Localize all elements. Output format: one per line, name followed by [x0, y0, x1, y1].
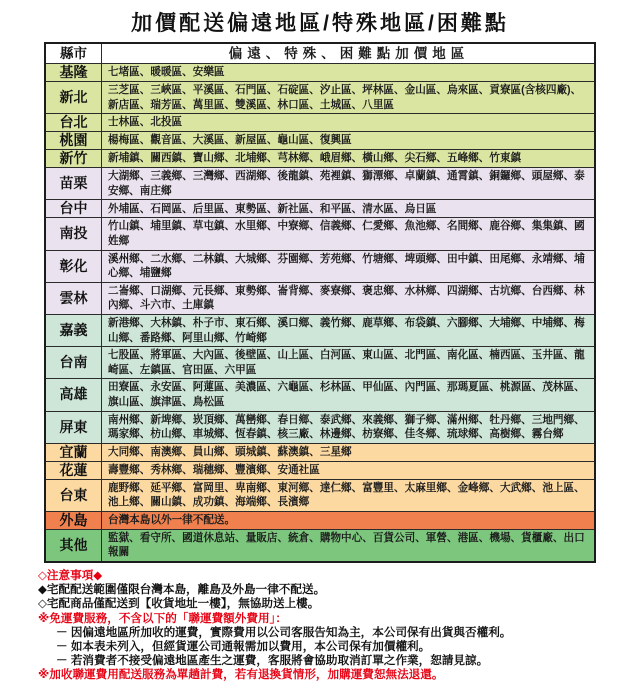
- areas-text: 七股區、將軍區、大內區、後壁區、山上區、白河區、東山區、北門區、南化區、楠西區、玉井區、龍崎區、左鎮區、官田區、六甲區: [108, 349, 585, 376]
- notice-heading: ◇注意事項◆: [38, 569, 103, 583]
- areas-header-cell: 偏遠、特殊、困難點加價地區: [228, 46, 470, 61]
- county-cell: 南投: [46, 218, 102, 249]
- county-cell: 其他: [46, 530, 102, 561]
- areas-text: 田寮區、永安區、阿蓮區、美濃區、六龜區、杉林區、甲仙區、內門區、那瑪夏區、桃源區、茂林區、旗山區、旗津區、鳥松區: [108, 381, 585, 408]
- areas-text: 三芝區、三峽區、平溪區、石門區、石碇區、汐止區、坪林區、金山區、烏來區、貢寮區(含核四廠)、新店區、瑞芳區、萬里區、雙溪區、林口區、土城區、八里區: [108, 84, 582, 111]
- county-cell: 台東: [46, 480, 102, 511]
- county-cell: 新竹: [46, 150, 102, 167]
- areas-text: 溪州鄉、二水鄉、二林鎮、大城鄉、芬園鄉、芳苑鄉、竹塘鄉、埤頭鄉、田中鎮、田尾鄉、永靖鄉、埔心鄉、埔鹽鄉: [108, 252, 585, 280]
- areas-cell: [102, 114, 594, 131]
- county-cell: 嘉義: [46, 315, 102, 346]
- areas-cell: [102, 347, 594, 378]
- table-row-taitung: [46, 479, 594, 511]
- table-row-tainan: [46, 346, 594, 378]
- table-row-hualien: [46, 461, 594, 479]
- table-row-yunlin: [46, 282, 594, 314]
- table-row-hsinchu: [46, 149, 594, 167]
- areas-text: 士林區、北投區: [108, 116, 183, 129]
- areas-text: 二崙鄉、口湖鄉、元長鄉、東勢鄉、崙背鄉、麥寮鄉、褒忠鄉、水林鄉、四湖鄉、古坑鄉、台西鄉、林內鄉、斗六市、土庫鎮: [108, 284, 585, 312]
- table-row-outlying-islands: [46, 511, 594, 529]
- county-cell: 台南: [46, 347, 102, 378]
- areas-cell: [102, 530, 594, 561]
- areas-text: 竹山鎮、埔里鎮、草屯鎮、水里鄉、中寮鄉、信義鄉、仁愛鄉、魚池鄉、名間鄉、鹿谷鄉、集集鎮、國姓鄉: [108, 220, 585, 247]
- areas-cell: [102, 412, 594, 443]
- areas-text: 大同鄉、南澳鄉、員山鄉、頭城鎮、蘇澳鎮、三星鄉: [108, 445, 352, 458]
- table-row-taoyuan: [46, 131, 594, 149]
- areas-cell: [102, 444, 594, 461]
- areas-cell: [102, 379, 594, 410]
- notice-remote-fee: － 因偏遠地區所加收的運費，實際費用以公司客服告知為主，本公司保有出貨與否權利。: [56, 625, 512, 639]
- areas-cell: [102, 132, 594, 149]
- table-header-row: [46, 44, 594, 63]
- areas-cell: [102, 251, 594, 282]
- areas-cell: [102, 168, 594, 199]
- county-cell: 桃園: [46, 132, 102, 149]
- areas-cell: [102, 150, 594, 167]
- county-cell: 基隆: [46, 64, 102, 81]
- table-row-chiayi: [46, 314, 594, 346]
- areas-cell: [102, 82, 594, 113]
- county-cell: 台北: [46, 114, 102, 131]
- notice-delivery-scope: ◆宅配配送範圍僅限台灣本島，離島及外島一律不配送。: [38, 583, 326, 597]
- notice-extra-fee-heading: ※免運費服務，不含以下的「聯運費額外費用」：: [38, 611, 287, 625]
- areas-text: 七堵區、暖暖區、安樂區: [108, 66, 225, 79]
- areas-cell: [102, 200, 594, 217]
- table-row-nantou: [46, 217, 594, 249]
- county-cell: 花蓮: [46, 462, 102, 479]
- county-cell: 苗栗: [46, 168, 102, 199]
- notice-section: [38, 569, 604, 683]
- table-row-keelung: [46, 63, 594, 81]
- surcharge-area-table: [44, 42, 596, 563]
- notice-unlisted-fee: － 如本表未列入，但經貨運公司通報需加以費用，本公司保有加價權利。: [56, 640, 431, 654]
- areas-cell: [102, 315, 594, 346]
- table-row-changhua: [46, 250, 594, 282]
- notice-cancel-order: － 若消費者不接受偏遠地區產生之運費，客服將會協助取消訂單之作業，恕請見諒。: [56, 654, 489, 668]
- county-cell: 台中: [46, 200, 102, 217]
- areas-text: 監獄、看守所、國道休息站、量販店、統倉、購物中心、百貨公司、軍營、港區、機場、貨櫃廠、出口報關: [108, 531, 585, 559]
- county-cell: 新北: [46, 82, 102, 113]
- table-row-miaoli: [46, 167, 594, 199]
- table-row-yilan: [46, 443, 594, 461]
- areas-text: 楊梅區、觀音區、大溪區、新屋區、龜山區、復興區: [108, 134, 352, 147]
- county-cell: 雲林: [46, 283, 102, 314]
- areas-text: 新埔鎮、關西鎮、寶山鄉、北埔鄉、芎林鄉、峨眉鄉、橫山鄉、尖石鄉、五峰鄉、竹東鎮: [108, 152, 522, 165]
- areas-cell: [102, 283, 594, 314]
- table-row-kaohsiung: [46, 378, 594, 410]
- county-cell: 屏東: [46, 412, 102, 443]
- areas-text: 台灣本島以外一律不配送。: [108, 514, 236, 527]
- county-cell: 高雄: [46, 379, 102, 410]
- notice-no-refund: ※加收聯運費用配送服務為單趟計費，若有退換貨情形，加購運費恕無法退還。: [38, 668, 444, 682]
- table-row-taipei: [46, 113, 594, 131]
- page-title: 加價配送偏遠地區/特殊地區/困難點: [131, 12, 509, 35]
- county-cell: 宜蘭: [46, 444, 102, 461]
- areas-text: 壽豐鄉、秀林鄉、瑞穗鄉、豐濱鄉、安通社區: [108, 463, 320, 476]
- table-row-other: [46, 529, 594, 561]
- county-header-cell: 縣市: [46, 44, 102, 63]
- notice-ground-floor-only: ◇宅配商品僅配送到【收貨地址一樓】，無協助送上樓。: [38, 597, 320, 611]
- table-row-taichung: [46, 199, 594, 217]
- areas-cell: [102, 462, 594, 479]
- areas-cell: [102, 480, 594, 511]
- areas-text: 大湖鄉、三義鄉、三灣鄉、西湖鄉、後龍鎮、苑裡鎮、獅潭鄉、卓蘭鎮、通霄鎮、銅鑼鄉、頭屋鄉、泰安鄉、南庄鄉: [108, 170, 585, 197]
- table-row-pingtung: [46, 411, 594, 443]
- areas-cell: [102, 512, 594, 529]
- areas-cell: [102, 64, 594, 81]
- areas-text: 外埔區、石岡區、后里區、東勢區、新社區、和平區、清水區、烏日區: [108, 202, 437, 215]
- areas-text: 南州鄉、新埤鄉、崁頂鄉、萬巒鄉、春日鄉、泰武鄉、來義鄉、獅子鄉、滿州鄉、牡丹鄉、三地門鄉、瑪家鄉、枋山鄉、車城鄉、恆春鎮、核三廠、林邊鄉、枋寮鄉、佳冬鄉、琉球鄉、高樹鄉、霧台鄉: [108, 413, 585, 441]
- county-cell: 外島: [46, 512, 102, 529]
- county-cell: 彰化: [46, 251, 102, 282]
- areas-cell: [102, 218, 594, 249]
- table-row-newtaipei: [46, 81, 594, 113]
- areas-text: 新港鄉、大林鎮、朴子市、東石鄉、溪口鄉、義竹鄉、鹿草鄉、布袋鎮、六腳鄉、大埔鄉、中埔鄉、梅山鄉、番路鄉、阿里山鄉、竹崎鄉: [108, 316, 585, 344]
- areas-text: 鹿野鄉、延平鄉、富岡里、卑南鄉、東河鄉、達仁鄉、富豐里、太麻里鄉、金峰鄉、大武鄉、池上區、池上鄉、關山鎮、成功鎮、海端鄉、長濱鄉: [108, 481, 585, 509]
